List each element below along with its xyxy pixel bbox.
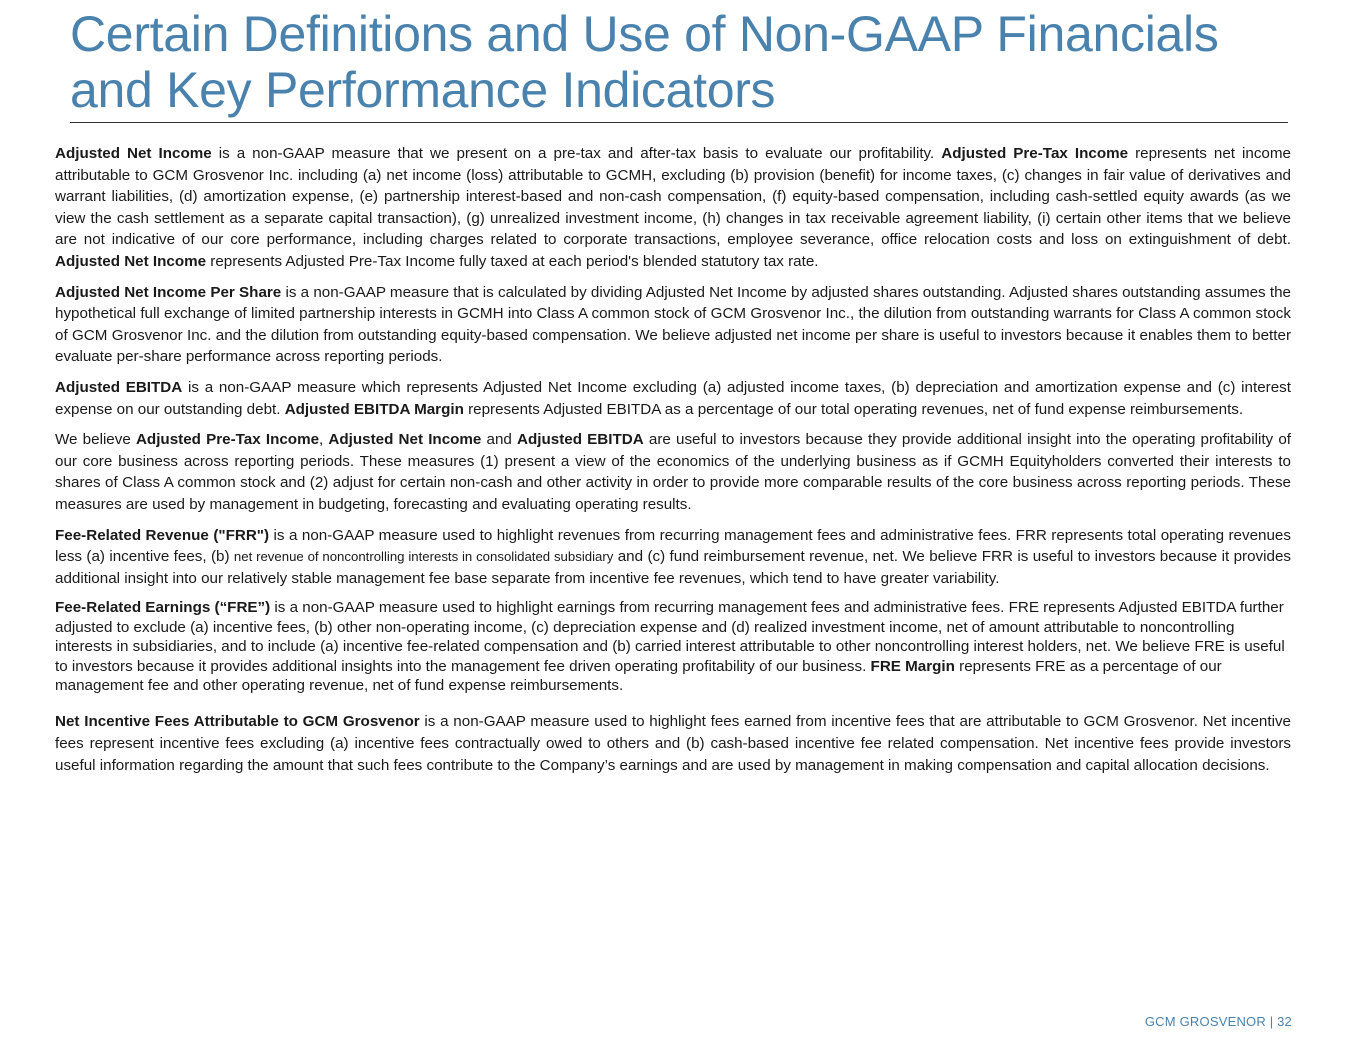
term-adjusted-net-income: Adjusted Net Income — [55, 145, 212, 162]
term-adjusted-net-income-2: Adjusted Net Income — [55, 252, 207, 270]
term-fre-margin: FRE Margin — [870, 657, 955, 675]
paragraph-adjusted-net-income: Adjusted Net Income is a non-GAAP measure that we present on a pre-tax and after-tax basis to evaluate our profitability. Adjusted Pre-Tax Income represents net income attributable to GCM Grosvenor Inc. including (a) net income (loss) attributable to GCMH, excluding (b) provision (benefit) for income taxes, (c) changes in fair value of derivatives and warrant liabilities, (d) amortization expense, (e) partnership interest-based and non-cash compensation, (f) equity-based compensation, including cash-settled equity awards (as we view the cash settlement as a separate capital transaction), (g) unrealized investment income, (h) changes in tax receivable agreement liability, (i) certain other items that we believe are not indicative of our core performance, including charges related to corporate transactions, employee severance, office relocation costs and loss on extinguishment of debt. Adjusted Net Income represents Adjusted Pre-Tax Income fully taxed at each period's blended statutory tax rate. — [55, 145, 1291, 270]
term-adjusted-pre-tax-income-2: Adjusted Pre-Tax Income — [135, 431, 320, 449]
term-adjusted-net-income-3: Adjusted Net Income — [328, 431, 482, 449]
paragraph-adjusted-net-income-per-share: Adjusted Net Income Per Share is a non-GAAP measure that is calculated by dividing Adjusted Net Income by adjusted shares outstanding. Adjusted shares outstanding assumes the hypothetical full exchange of limited partnership interests in GCMH into Class A common stock of GCM Grosvenor Inc., the dilution from outstanding warrants for Class A common stock of GCM Grosvenor Inc. and the dilution from outstanding equity-based compensation. We believe adjusted net income per share is useful to investors because it enables them to better evaluate per-share performance across reporting periods. — [55, 283, 1291, 366]
page-footer: GCM GROSVENOR | 32 — [1144, 1014, 1292, 1029]
page-title: Certain Definitions and Use of Non-GAAP Financials and Key Performance Indicators — [70, 6, 1219, 118]
paragraph-net-incentive-fees: Net Incentive Fees Attributable to GCM Grosvenor is a non-GAAP measure used to highlight fees earned from incentive fees that are attributable to GCM Grosvenor. Net incentive fees represent incentive fees excluding (a) incentive fees contractually owed to others and (b) cash-based incentive fee related compensation. Net incentive fees provide investors useful information regarding the amount that such fees contribute to the Company’s earnings and are used by management in making compensation and capital allocation decisions. — [55, 713, 1291, 774]
term-adjusted-pre-tax-income: Adjusted Pre-Tax Income — [941, 145, 1129, 162]
paragraph-fee-related-revenue: Fee-Related Revenue ("FRR") is a non-GAAP measure used to highlight revenues from recurring management fees and administrative fees. FRR represents total operating revenues less (a) incentive fees, (b) net revenue of noncontrolling interests in consolidated subsidiary and (c) fund reimbursement revenue, net. We believe FRR is useful to investors because it provides additional insight into our relatively stable management fee base separate from incentive fee revenues, which tend to have greater variability. — [55, 526, 1291, 587]
term-adjusted-net-income-per-share: Adjusted Net Income Per Share — [55, 283, 282, 301]
term-adjusted-ebitda-2: Adjusted EBITDA — [517, 431, 644, 449]
title-divider — [70, 122, 1288, 123]
paragraph-adjusted-ebitda: Adjusted EBITDA is a non-GAAP measure which represents Adjusted Net Income excluding (a) adjusted income taxes, (b) depreciation and amortization expense and (c) interest expense on our outstanding debt. Adjusted EBITDA Margin represents Adjusted EBITDA as a percentage of our total operating revenues, net of fund expense reimbursements. — [55, 378, 1291, 418]
term-adjusted-ebitda-margin: Adjusted EBITDA Margin — [284, 400, 464, 418]
definitions-body — [55, 143, 1291, 785]
term-fee-related-revenue: Fee-Related Revenue ("FRR") — [55, 526, 270, 544]
term-net-incentive-fees: Net Incentive Fees Attributable to GCM Grosvenor — [55, 713, 420, 731]
paragraph-fee-related-earnings: Fee-Related Earnings (“FRE”) is a non-GAAP measure used to highlight earnings from recurring management fees and administrative fees. FRE represents Adjusted EBITDA further adjusted to exclude (a) incentive fees, (b) other non-operating income, (c) depreciation expense and (d) realized investment income, net of amount attributable to noncontrolling interests in subsidiaries, and to include (a) incentive fee-related compensation and (b) carried interest attributable to other noncontrolling interest holders, net. We believe FRE is useful to investors because it provides additional insights into the management fee driven operating profitability of our business. FRE Margin represents FRE as a percentage of our management fee and other operating revenue, net of fund expense reimbursements. — [55, 599, 1285, 694]
term-fee-related-earnings: Fee-Related Earnings (“FRE”) — [55, 599, 271, 617]
paragraph-usefulness: We believe Adjusted Pre-Tax Income, Adjusted Net Income and Adjusted EBITDA are useful to investors because they provide additional insight into the operating profitability of our core business across reporting periods. These measures (1) present a view of the economics of the underlying business as if GCMH Equityholders converted their interests to shares of Class A common stock and (2) adjust for certain non-cash and other activity in order to provide more comparable results of the core business across reporting periods. These measures are used by management in budgeting, forecasting and evaluating operating results. — [55, 431, 1291, 513]
term-adjusted-ebitda: Adjusted EBITDA — [55, 378, 183, 396]
